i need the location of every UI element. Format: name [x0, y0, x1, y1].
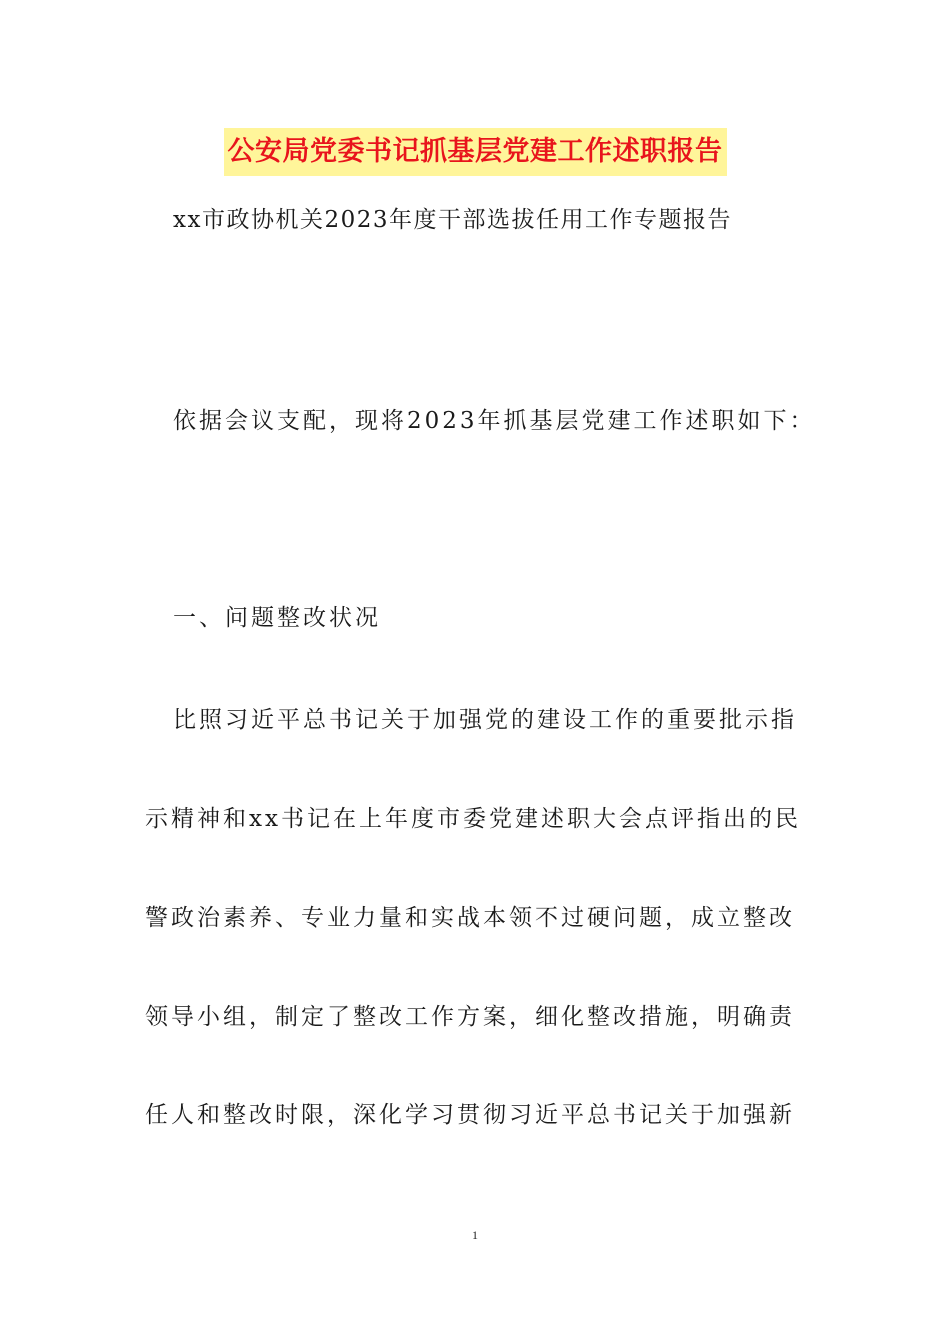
document-subtitle: xx市政协机关2023年度干部选拔任用工作专题报告 [173, 207, 732, 233]
body-line: 任人和整改时限，深化学习贯彻习近平总书记关于加强新 [145, 1102, 795, 1128]
intro-paragraph: 依据会议支配，现将2023年抓基层党建工作述职如下： [173, 408, 816, 434]
page-number: 1 [472, 1228, 478, 1242]
document-title-text: 公安局党委书记抓基层党建工作述职报告 [224, 128, 727, 176]
body-line: 比照习近平总书记关于加强党的建设工作的重要批示指 [173, 707, 797, 733]
section-heading: 一、问题整改状况 [173, 605, 381, 631]
document-title [0, 128, 950, 177]
body-line: 示精神和xx书记在上年度市委党建述职大会点评指出的民 [145, 806, 801, 832]
body-line: 警政治素养、专业力量和实战本领不过硬问题，成立整改 [145, 905, 795, 931]
body-line: 领导小组，制定了整改工作方案，细化整改措施，明确责 [145, 1004, 795, 1030]
